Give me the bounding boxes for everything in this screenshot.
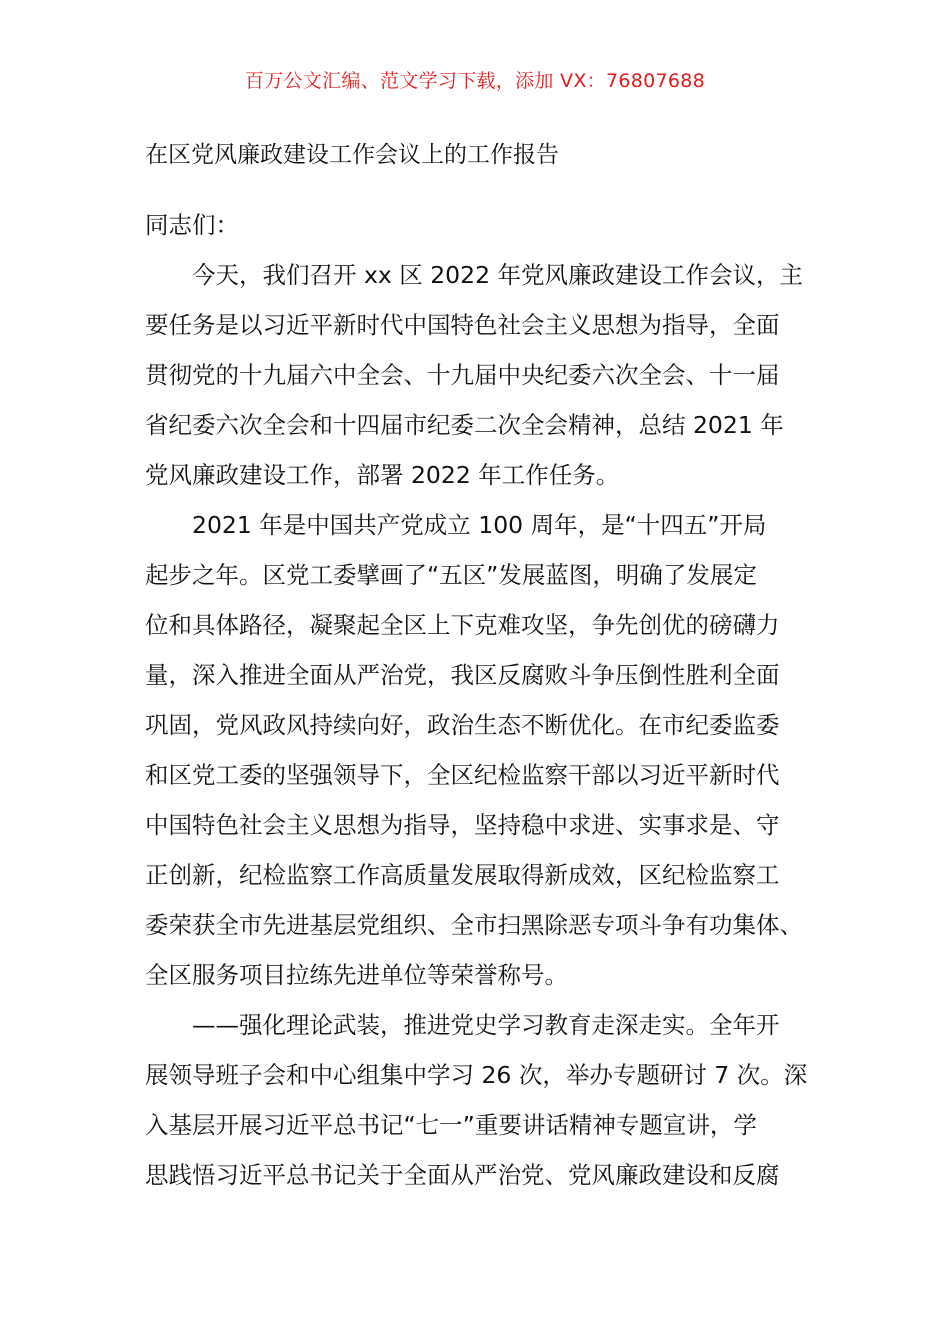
paragraph-line: 中国特色社会主义思想为指导，坚持稳中求进、实事求是、守 — [145, 811, 780, 839]
paragraph-line: 巩固，党风政风持续向好，政治生态不断优化。在市纪委监委 — [145, 711, 780, 739]
paragraph-line: 正创新，纪检监察工作高质量发展取得新成效，区纪检监察工 — [145, 861, 780, 889]
paragraph-line: 2021 年是中国共产党成立 100 周年，是“十四五”开局 — [192, 511, 767, 539]
paragraph-line: 省纪委六次全会和十四届市纪委二次全会精神，总结 2021 年 — [145, 411, 784, 439]
paragraph-line: 今天，我们召开 xx 区 2022 年党风廉政建设工作会议，主 — [192, 261, 803, 289]
paragraph-line: 要任务是以习近平新时代中国特色社会主义思想为指导，全面 — [145, 311, 780, 339]
paragraph-line: 入基层开展习近平总书记“七一”重要讲话精神专题宣讲，学 — [145, 1111, 757, 1139]
paragraph-line: 和区党工委的坚强领导下，全区纪检监察干部以习近平新时代 — [145, 761, 780, 789]
paragraph-line: 位和具体路径，凝聚起全区上下克难攻坚，争先创优的磅礴力 — [145, 611, 780, 639]
paragraph-line: 起步之年。区党工委擘画了“五区”发展蓝图，明确了发展定 — [145, 561, 757, 589]
paragraph-line: 思践悟习近平总书记关于全面从严治党、党风廉政建设和反腐 — [145, 1161, 780, 1189]
paragraph-line: 全区服务项目拉练先进单位等荣誉称号。 — [145, 961, 568, 989]
paragraph-1 — [145, 250, 815, 500]
document-title: 在区党风廉政建设工作会议上的工作报告 — [145, 142, 559, 168]
paragraph-line: ——强化理论武装，推进党史学习教育走深走实。全年开 — [192, 1011, 780, 1039]
paragraph-line: 党风廉政建设工作，部署 2022 年工作任务。 — [145, 461, 620, 489]
document-body — [145, 200, 815, 1200]
paragraph-line: 委荣获全市先进基层党组织、全市扫黑除恶专项斗争有功集体、 — [145, 911, 803, 939]
paragraph-line: 贯彻党的十九届六中全会、十九届中央纪委六次全会、十一届 — [145, 361, 780, 389]
paragraph-3 — [145, 1000, 815, 1200]
paragraph-line: 展领导班子会和中心组集中学习 26 次，举办专题研讨 7 次。深 — [145, 1061, 808, 1089]
paragraph-line: 量，深入推进全面从严治党，我区反腐败斗争压倒性胜利全面 — [145, 661, 780, 689]
watermark-header: 百万公文汇编、范文学习下载，添加 VX：76807688 — [244, 70, 706, 92]
salutation: 同志们： — [145, 211, 239, 239]
paragraph-2 — [145, 500, 815, 1000]
